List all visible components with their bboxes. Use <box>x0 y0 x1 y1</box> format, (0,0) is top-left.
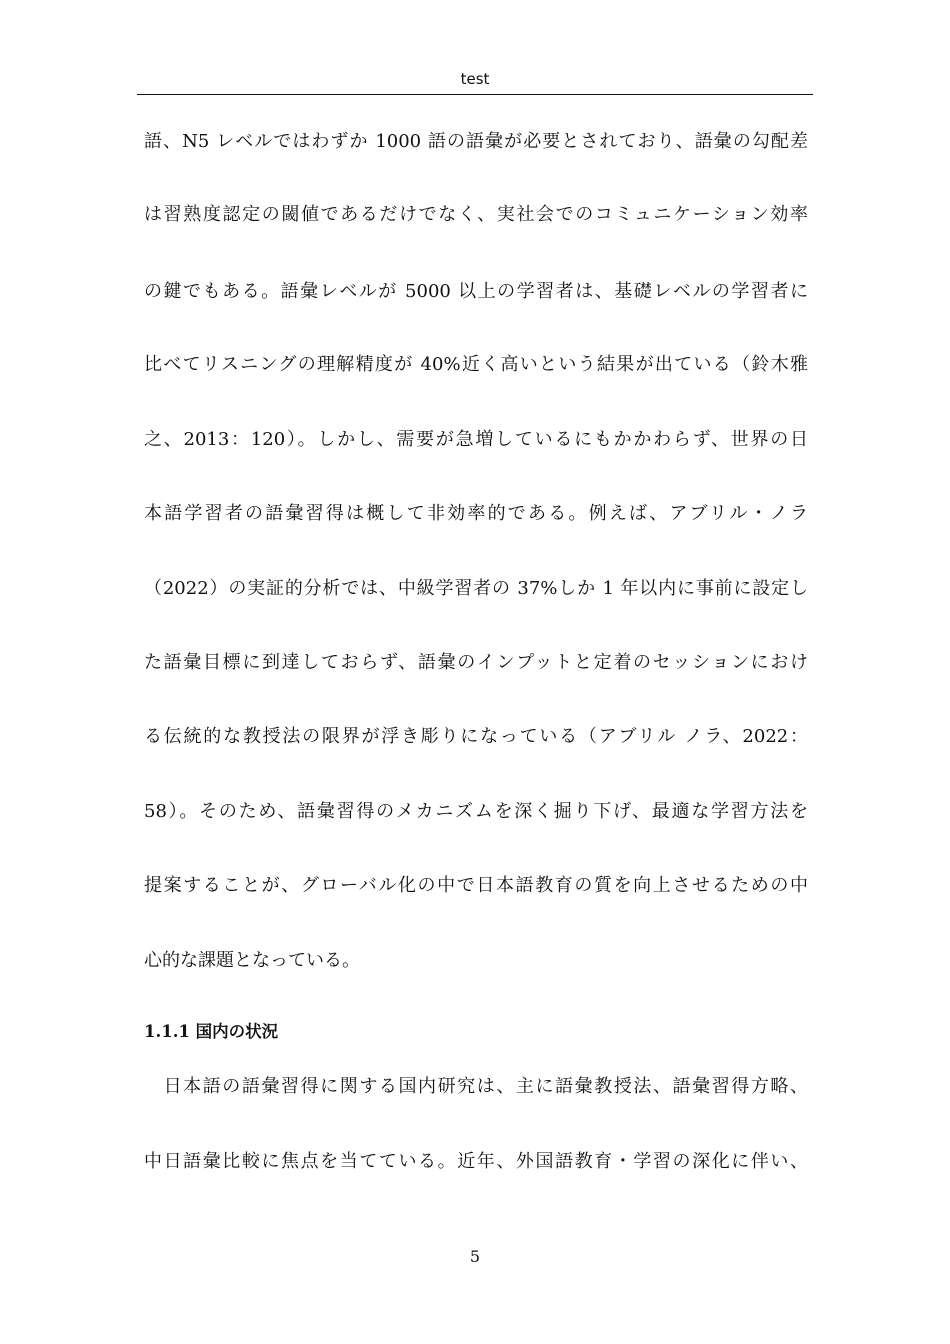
page-number: 5 <box>469 1247 481 1266</box>
text-line: 本語学習者の語彙習得は概して非効率的である。例えば、アブリル・ノラ <box>144 503 808 524</box>
text-line: の鍵でもある。語彙レベルが 5000 以上の学習者は、基礎レベルの学習者に <box>144 281 808 302</box>
text-line: （2022）の実証的分析では、中級学習者の 37%しか 1 年以内に事前に設定し <box>144 578 808 599</box>
text-line: 語、N5 レベルではわずか 1000 語の語彙が必要とされており、語彙の勾配差 <box>144 131 808 152</box>
text-line: 日本語の語彙習得に関する国内研究は、主に語彙教授法、語彙習得方略、 <box>144 1076 808 1097</box>
text-line: る伝統的な教授法の限界が浮き彫りになっている（アブリル ノラ、2022： <box>144 726 808 747</box>
text-line: 中日語彙比較に焦点を当てている。近年、外国語教育・学習の深化に伴い、 <box>144 1151 808 1172</box>
text-line: 58）。そのため、語彙習得のメカニズムを深く掘り下げ、最適な学習方法を <box>144 801 808 822</box>
text-line: 提案することが、グローバル化の中で日本語教育の質を向上させるための中 <box>144 875 808 896</box>
text-line: た語彙目標に到達しておらず、語彙のインプットと定着のセッションにおけ <box>144 652 808 673</box>
section-heading: 1.1.1 国内の状況 <box>144 1022 279 1041</box>
text-line: 之、2013：120）。しかし、需要が急増しているにもかかわらず、世界の日 <box>144 429 808 450</box>
page-header: test <box>137 70 813 95</box>
text-line: 比べてリスニングの理解精度が 40%近く高いという結果が出ている（鈴木雅 <box>144 354 808 375</box>
text-line: は習熟度認定の閾値であるだけでなく、実社会でのコミュニケーション効率 <box>144 204 808 225</box>
text-line: 心的な課題となっている。 <box>144 950 360 971</box>
